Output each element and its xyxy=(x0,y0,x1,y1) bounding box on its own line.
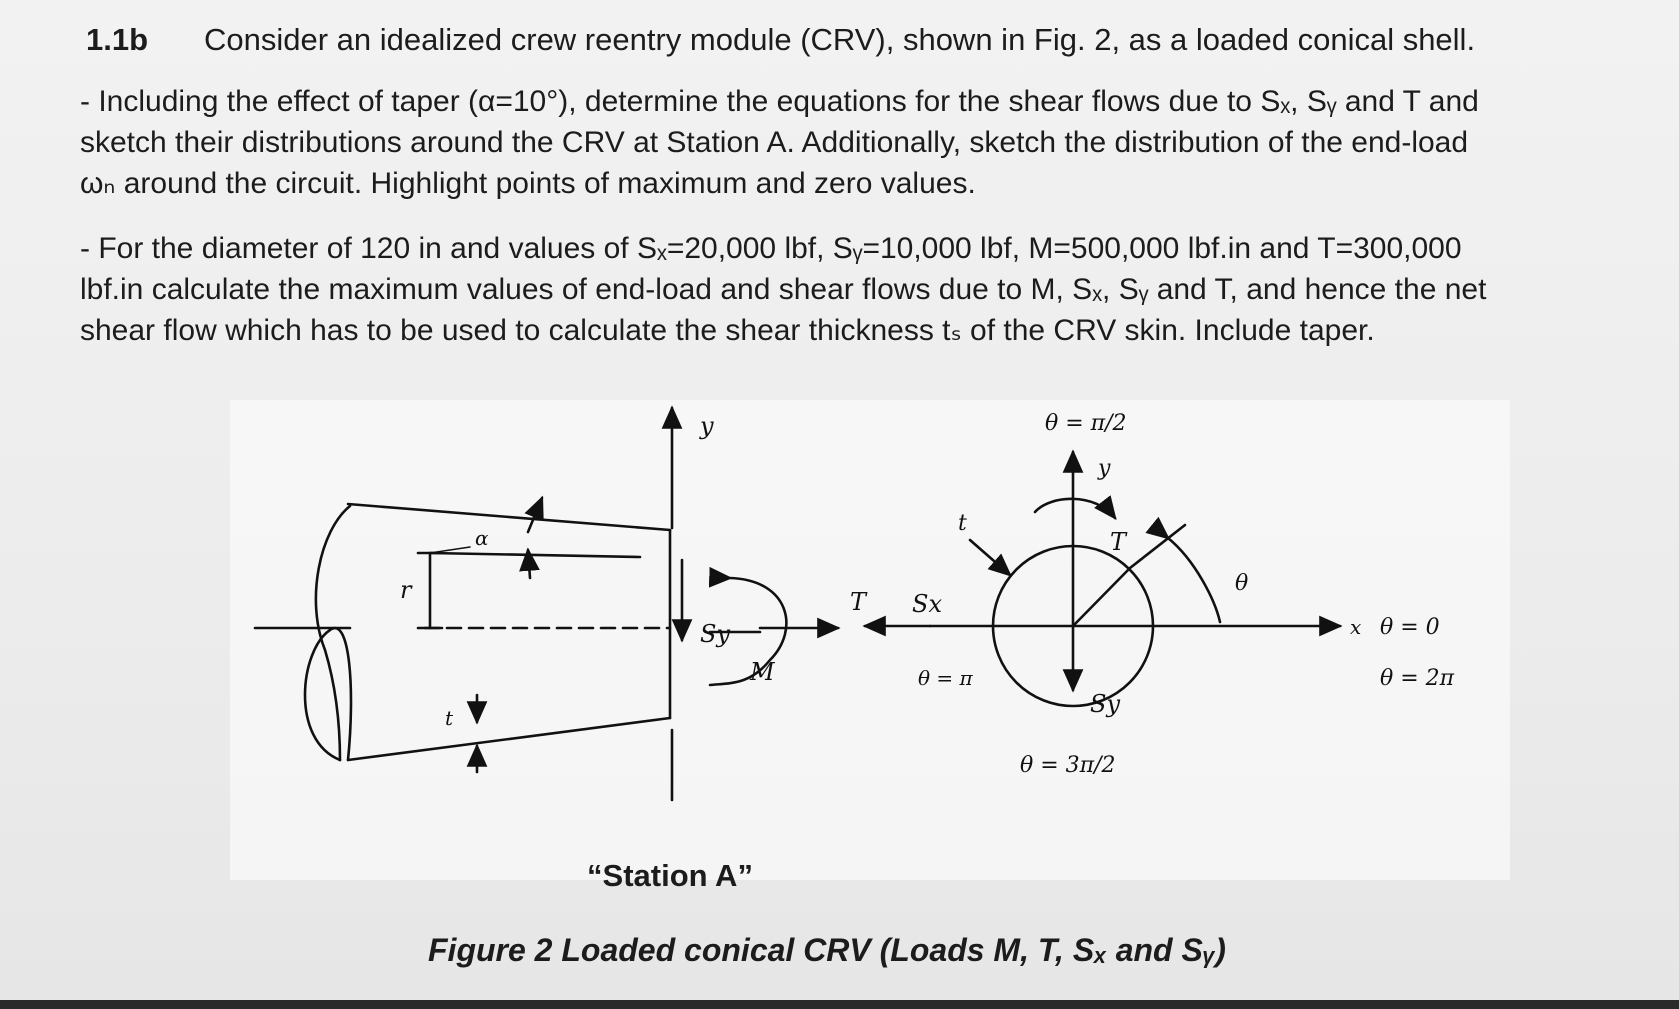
figure-2 xyxy=(230,400,1520,890)
label-x-axis: x xyxy=(1350,615,1362,639)
figure-drawing xyxy=(230,400,1520,890)
label-t-circle: T xyxy=(1110,528,1127,556)
cone-bottom-edge xyxy=(348,718,670,760)
question-intro: Consider an idealized crew reentry module (CRV), shown in Fig. 2, as a loaded conical shell. xyxy=(204,22,1476,57)
part-two-line-1: - For the diameter of 120 in and values of Sₓ=20,000 lbf, Sᵧ=10,000 lbf, M=500,000 lbf.in and T=300,000 xyxy=(80,232,1462,265)
circle-radius-line xyxy=(1073,568,1130,626)
thickness-arrow-circle xyxy=(970,540,1010,575)
label-y-circle: y xyxy=(1098,456,1111,481)
label-theta-top: θ = π/2 xyxy=(1045,411,1127,436)
bottom-edge xyxy=(0,1000,1679,1009)
label-theta-zero: θ = 0 xyxy=(1380,615,1440,640)
part-one-line-2: sketch their distributions around the CRV at Station A. Additionally, sketch the distribution of the end-load xyxy=(80,126,1469,159)
label-theta-bottom: θ = 3π/2 xyxy=(1020,753,1116,778)
figure-caption: Figure 2 Loaded conical CRV (Loads M, T, Sₓ and Sᵧ) xyxy=(428,932,1226,968)
label-theta-left: θ = π xyxy=(918,666,973,690)
cone-end-loop-2 xyxy=(305,628,351,760)
label-t-side: t xyxy=(445,706,454,730)
cone-top-edge xyxy=(348,504,670,530)
label-theta-2pi: θ = 2π xyxy=(1380,666,1455,691)
part-two-line-3: shear flow which has to be used to calculate the shear thickness tₛ of the CRV skin. Include taper. xyxy=(80,314,1375,347)
label-sy-circle: Sy xyxy=(1090,690,1120,718)
cone-inner-line xyxy=(430,553,640,557)
label-alpha: α xyxy=(475,526,489,550)
label-t-thickness-circle: t xyxy=(958,511,967,536)
cone-thickness-leader xyxy=(528,498,542,532)
label-r: r xyxy=(400,576,412,604)
label-m: M xyxy=(750,658,775,686)
theta-arc xyxy=(1168,538,1220,622)
label-t-torque-side: T xyxy=(850,588,867,616)
question-header xyxy=(86,18,1475,62)
label-sx: Sx xyxy=(912,590,942,618)
part-one-paragraph xyxy=(80,81,1640,204)
label-theta-small: θ xyxy=(1235,571,1249,596)
label-sy-side: Sy xyxy=(700,620,730,648)
torque-arc-circle xyxy=(1035,499,1115,518)
cone-end-loop xyxy=(316,506,350,760)
part-one-line-3: ωₙ around the circuit. Highlight points of maximum and zero values. xyxy=(80,167,976,200)
part-one-line-1: - Including the effect of taper (α=10°), determine the equations for the shear flows due to Sₓ, Sᵧ and T and xyxy=(80,85,1479,118)
part-two-paragraph xyxy=(80,228,1640,351)
part-two-line-2: lbf.in calculate the maximum values of end-load and shear flows due to M, Sₓ, Sᵧ and T, and hence the net xyxy=(80,273,1487,306)
station-a-label: “Station A” xyxy=(587,858,753,893)
question-number: 1.1b xyxy=(86,22,149,57)
label-y-side: y xyxy=(700,412,714,440)
